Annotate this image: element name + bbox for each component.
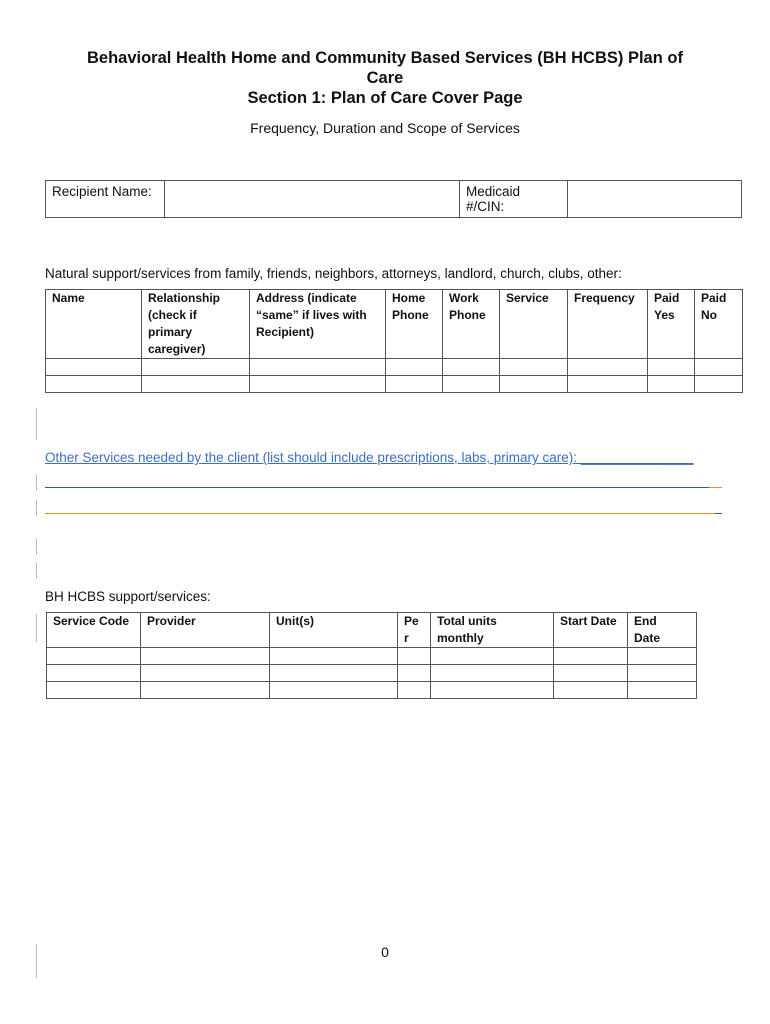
table-cell[interactable] (695, 376, 743, 393)
margin-marker (36, 408, 37, 440)
table-cell[interactable] (398, 665, 431, 682)
table-cell[interactable] (554, 648, 628, 665)
document-subtitle: Frequency, Duration and Scope of Services (250, 120, 520, 136)
margin-marker (36, 500, 37, 516)
table-cell[interactable] (443, 359, 500, 376)
table-cell[interactable] (142, 359, 250, 376)
header-service: Service (500, 290, 568, 359)
table-row (47, 665, 697, 682)
table-cell[interactable] (270, 648, 398, 665)
table-cell[interactable] (431, 665, 554, 682)
margin-marker (36, 563, 37, 579)
header-relationship: Relationship (check if primary caregiver) (142, 290, 250, 359)
table-cell[interactable] (500, 359, 568, 376)
table-row (47, 682, 697, 699)
title-line-1: Behavioral Health Home and Community Based Services (BH HCBS) Plan of (87, 49, 683, 67)
table-cell[interactable] (142, 376, 250, 393)
table-cell[interactable] (431, 648, 554, 665)
natural-supports-table (45, 289, 743, 393)
table-cell[interactable] (270, 682, 398, 699)
fill-in-line-accent (715, 513, 722, 514)
header-service-code: Service Code (47, 613, 141, 648)
fill-in-line[interactable] (45, 487, 709, 488)
recipient-name-label: Recipient Name: (46, 181, 165, 218)
natural-supports-header-row (46, 290, 743, 359)
header-provider: Provider (141, 613, 270, 648)
bh-hcbs-label: BH HCBS support/services: (45, 589, 211, 604)
recipient-name-field[interactable] (165, 181, 460, 218)
table-cell[interactable] (250, 359, 386, 376)
header-frequency: Frequency (568, 290, 648, 359)
header-paid-no: Paid No (695, 290, 743, 359)
table-cell[interactable] (695, 359, 743, 376)
table-cell[interactable] (628, 648, 697, 665)
recipient-table (45, 180, 742, 218)
table-row (46, 376, 743, 393)
medicaid-cin-label: Medicaid #/CIN: (460, 181, 568, 218)
table-cell[interactable] (554, 682, 628, 699)
fill-in-line-accent (709, 487, 722, 488)
bh-hcbs-header-row (47, 613, 697, 648)
table-cell[interactable] (568, 376, 648, 393)
title-line-3: Section 1: Plan of Care Cover Page (247, 89, 523, 107)
table-cell[interactable] (386, 359, 443, 376)
table-cell[interactable] (47, 682, 141, 699)
table-cell[interactable] (141, 682, 270, 699)
table-cell[interactable] (47, 665, 141, 682)
margin-marker (36, 475, 37, 491)
table-cell[interactable] (628, 682, 697, 699)
header-per: Pe r (398, 613, 431, 648)
table-cell[interactable] (386, 376, 443, 393)
table-cell[interactable] (250, 376, 386, 393)
table-row (47, 648, 697, 665)
margin-marker (36, 539, 37, 555)
table-cell[interactable] (443, 376, 500, 393)
table-cell[interactable] (648, 359, 695, 376)
header-end-date: End Date (628, 613, 697, 648)
table-cell[interactable] (47, 648, 141, 665)
table-cell[interactable] (431, 682, 554, 699)
table-cell[interactable] (568, 359, 648, 376)
table-cell[interactable] (46, 359, 142, 376)
header-units: Unit(s) (270, 613, 398, 648)
table-row (46, 359, 743, 376)
fill-in-line[interactable] (45, 513, 715, 514)
page-number: 0 (381, 944, 389, 960)
table-cell[interactable] (398, 648, 431, 665)
table-cell[interactable] (141, 665, 270, 682)
table-cell[interactable] (46, 376, 142, 393)
header-name: Name (46, 290, 142, 359)
header-start-date: Start Date (554, 613, 628, 648)
natural-supports-label: Natural support/services from family, friends, neighbors, attorneys, landlord, church, clubs, other: (45, 266, 622, 281)
header-total-units: Total units monthly (431, 613, 554, 648)
medicaid-cin-field[interactable] (568, 181, 742, 218)
margin-marker (36, 614, 37, 642)
table-cell[interactable] (270, 665, 398, 682)
header-work-phone: Work Phone (443, 290, 500, 359)
other-services-label[interactable]: Other Services needed by the client (list should include prescriptions, labs, primary care): _______________ (45, 450, 694, 465)
table-cell[interactable] (648, 376, 695, 393)
header-home-phone: Home Phone (386, 290, 443, 359)
bh-hcbs-table (46, 612, 697, 699)
table-cell[interactable] (554, 665, 628, 682)
table-cell[interactable] (141, 648, 270, 665)
document-title (40, 48, 730, 108)
table-cell[interactable] (398, 682, 431, 699)
table-cell[interactable] (500, 376, 568, 393)
title-line-2: Care (366, 69, 404, 87)
table-cell[interactable] (628, 665, 697, 682)
header-address: Address (indicate “same” if lives with Recipient) (250, 290, 386, 359)
header-paid-yes: Paid Yes (648, 290, 695, 359)
